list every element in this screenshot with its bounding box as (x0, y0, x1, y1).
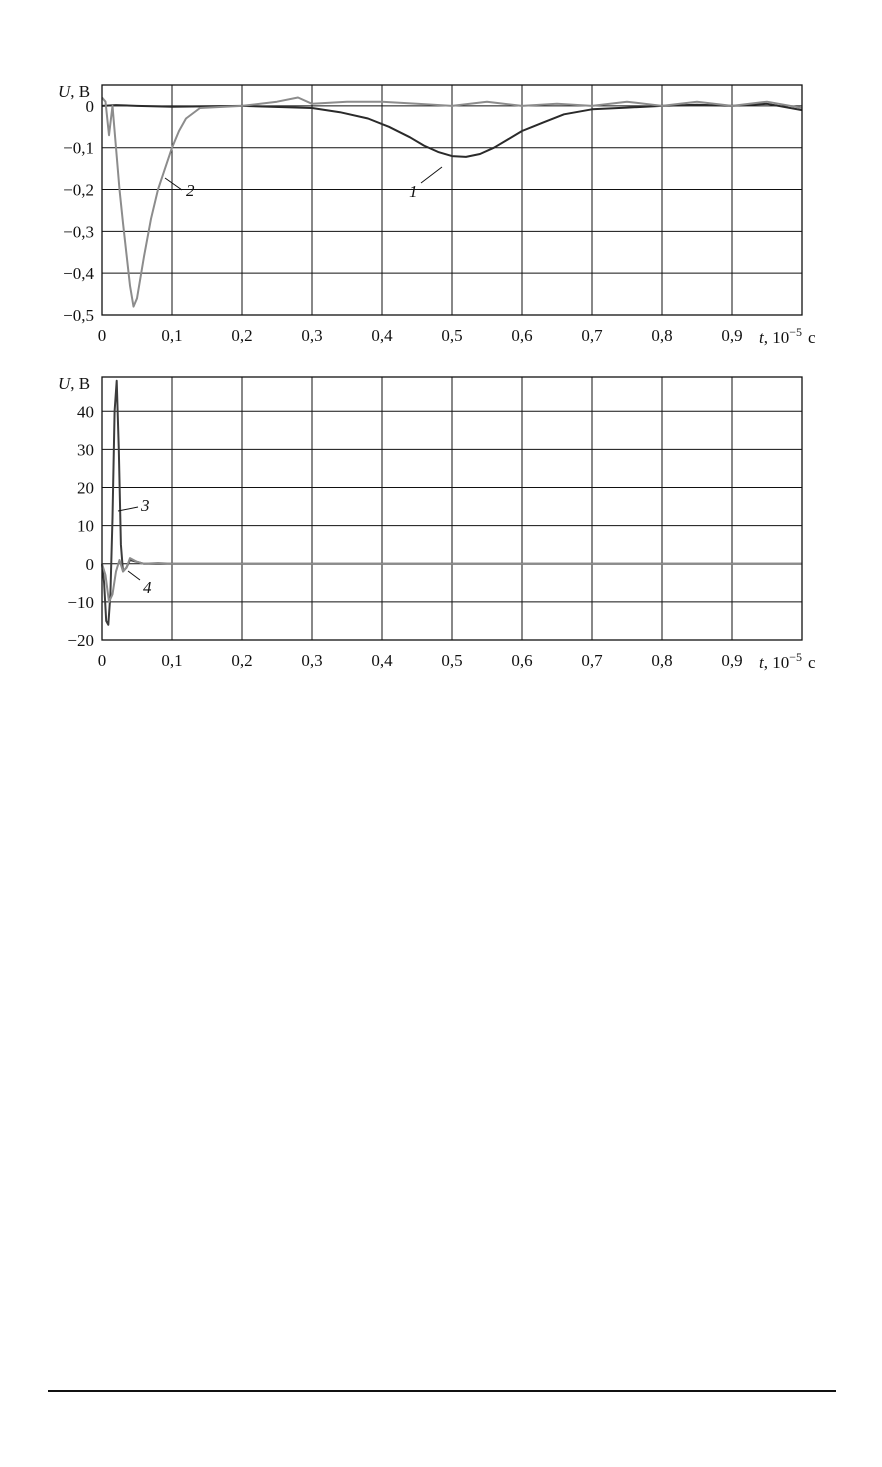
x-tick-label: 0,9 (721, 326, 743, 345)
x-tick-label: 0,5 (441, 651, 463, 670)
chart-1-xticks (98, 326, 743, 345)
x-tick-label: 0,7 (581, 326, 603, 345)
x-tick-label: 0,4 (371, 326, 393, 345)
chart-1-curve-labels (165, 167, 442, 201)
chart-1-x-axis-label: t, $10^{-5}$ с (759, 325, 816, 347)
x-tick-label: 0 (97, 651, 107, 670)
chart-2-y-axis-label: U, В (58, 374, 91, 393)
chart-1 (58, 82, 816, 347)
y-tick-label: 40 (77, 402, 94, 422)
x-tick-label: 0,6 (511, 326, 533, 345)
x-tick-label: 0,3 (301, 651, 323, 670)
x-tick-label: 0 (97, 326, 107, 345)
y-tick-label: −0,3 (63, 222, 94, 242)
x-tick-label: 0,5 (441, 326, 463, 345)
series-1-label: 1 (409, 182, 418, 201)
chart-1-yticks (63, 97, 94, 325)
y-tick-label: −10 (67, 592, 94, 612)
x-tick-label: 0,6 (511, 651, 533, 670)
series-3-label: 3 (141, 496, 150, 515)
series-2-leader (165, 178, 182, 190)
figure (0, 0, 882, 700)
x-tick-label: 0,9 (721, 651, 743, 670)
x-tick-label: 0,2 (231, 651, 253, 670)
chart-1-y-axis-label: U, В (58, 82, 91, 101)
y-tick-label: 0 (85, 96, 94, 116)
y-tick-label: −0,4 (63, 264, 94, 284)
x-tick-label: 0,4 (371, 651, 393, 670)
series-2-label: 2 (186, 181, 195, 200)
x-tick-label: 0,7 (581, 651, 603, 670)
x-tick-label: 0,1 (161, 326, 183, 345)
series-4-leader (128, 571, 140, 580)
chart-2-grid (102, 377, 802, 640)
chart-2-xticks (98, 651, 743, 670)
series-1-leader (421, 167, 442, 183)
chart-1-grid (102, 85, 802, 315)
chart-2 (58, 374, 816, 672)
x-tick-label: 0,8 (651, 651, 673, 670)
chart-2-curve-labels (118, 496, 152, 597)
series-4-label: 4 (143, 578, 152, 597)
y-tick-label: 20 (77, 478, 94, 498)
chart-2-x-axis-label: t, $10^{-5}$ с (759, 650, 816, 672)
x-tick-label: 0,3 (301, 326, 323, 345)
y-tick-label: −0,2 (63, 180, 94, 200)
y-tick-label: 30 (77, 440, 94, 460)
y-tick-label: 10 (77, 516, 94, 536)
chart-2-yticks (67, 402, 94, 650)
y-tick-label: −0,1 (63, 138, 94, 158)
x-tick-label: 0,2 (231, 326, 253, 345)
y-tick-label: 0 (85, 554, 94, 574)
footer-rule (48, 1390, 836, 1392)
x-tick-label: 0,8 (651, 326, 673, 345)
x-tick-label: 0,1 (161, 651, 183, 670)
y-tick-label: −20 (67, 631, 94, 650)
y-tick-label: −0,5 (63, 306, 94, 325)
